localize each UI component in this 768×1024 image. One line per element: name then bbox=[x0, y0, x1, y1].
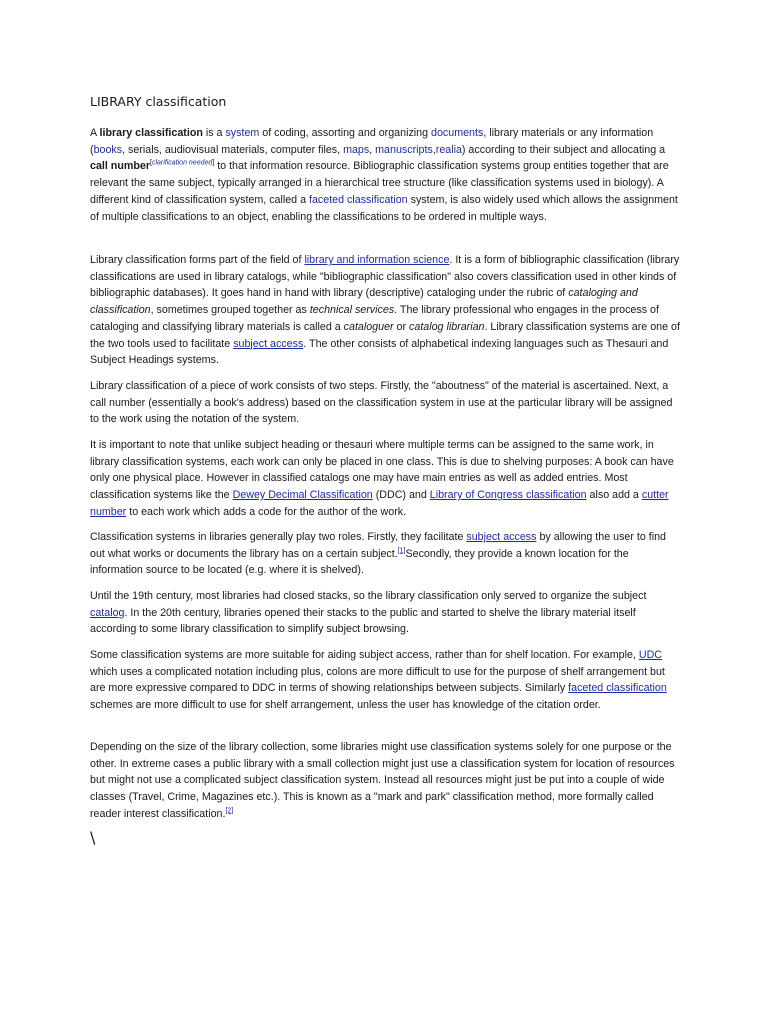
italic-term: technical services bbox=[309, 304, 395, 317]
text: Library classification forms part of the field of bbox=[90, 254, 305, 266]
text: Secondly, they provide a known location for the information source to be located (e.g. where it is shelved). bbox=[90, 547, 629, 577]
link-books[interactable]: books bbox=[93, 143, 123, 156]
paragraph-steps bbox=[90, 378, 680, 428]
trailing-backslash: \ bbox=[90, 828, 96, 847]
text: . The other consists of alphabetical indexing languages such as Thesauri and Subject Headings systems. bbox=[90, 337, 669, 367]
paragraph-intro bbox=[90, 125, 680, 225]
text: Library classification of a piece of work consists of two steps. Firstly, the "aboutness" of the material is ascertained. Next, a call number (essentially a book's address) based on the classification system in use at the particular library will be assigned to the work using the notation of the system. bbox=[90, 380, 673, 426]
text: or bbox=[393, 320, 410, 333]
text: Classification systems in libraries generally play two roles. Firstly, they facilitate bbox=[90, 531, 467, 543]
link-realia[interactable]: realia bbox=[435, 143, 462, 156]
text: to that information resource. Bibliographic classification systems group entities together that are relevant the same subject, typically arranged in a hierarchical tree structure (like classification systems used in biology). A different kind of classification system, called a bbox=[90, 160, 669, 206]
text: to each work which adds a code for the author of the work. bbox=[126, 505, 407, 518]
text: ) according to their subject and allocating a bbox=[461, 143, 666, 156]
text: Until the 19th century, most libraries had closed stacks, so the library classification only served to organize the subject bbox=[90, 590, 647, 602]
text: (DDC) and bbox=[372, 489, 430, 502]
text: . It is a form of bibliographic classification (library classifications are used in library catalogs, while "bibliographic classification" also covers classification used in other kinds of bibliographic databases). It goes hand in hand with library (descriptive) cataloging under the rubric of bbox=[90, 254, 680, 300]
text: A bbox=[90, 127, 100, 139]
superscript-bracket: [ bbox=[150, 159, 152, 167]
bold-term: library classification bbox=[99, 127, 203, 139]
link-library-information-science[interactable]: library and information science bbox=[304, 254, 450, 266]
italic-term: catalog librarian bbox=[409, 320, 485, 333]
paragraph-one-class bbox=[90, 437, 680, 521]
paragraph-collection-size bbox=[90, 739, 680, 823]
link-faceted-classification[interactable]: faceted classification bbox=[309, 193, 408, 206]
italic-term: cataloging and classification bbox=[90, 287, 638, 317]
text: also add a bbox=[586, 489, 642, 502]
text: , serials, audiovisual materials, computer files, bbox=[122, 143, 344, 156]
text: . Library classification systems are one of the two tools used to facilitate bbox=[90, 320, 680, 350]
text: , sometimes grouped together as bbox=[150, 304, 310, 317]
text: Some classification systems are more suitable for aiding subject access, rather than for shelf location. For example, bbox=[90, 649, 639, 661]
text: system, is also widely used which allows the assignment of multiple classifications to an object, enabling the classifications to be ordered in multiple ways. bbox=[90, 193, 678, 223]
link-udc[interactable]: UDC bbox=[638, 649, 663, 661]
paragraph-field bbox=[90, 252, 680, 369]
text: It is important to note that unlike subject heading or thesauri where multiple terms can be assigned to the same work, in library classification systems, each work can only be placed in one class. This is due to shelving purposes: A book can have only one physical place. However in classified catalogs one may have main entries as well as added entries. Most classification systems like the bbox=[90, 439, 674, 502]
link-library-of-congress[interactable]: Library of Congress classification bbox=[429, 489, 587, 502]
text: is a bbox=[202, 127, 226, 139]
page-title: LIBRARY classification bbox=[90, 94, 227, 109]
link-documents[interactable]: documents bbox=[431, 127, 484, 139]
italic-term: cataloguer bbox=[343, 320, 394, 333]
link-catalog[interactable]: catalog bbox=[90, 606, 125, 619]
paragraph-two-roles bbox=[90, 529, 680, 579]
text: , library materials or any information ( bbox=[90, 127, 654, 156]
text: , bbox=[369, 143, 376, 156]
reference-1-link[interactable]: [1] bbox=[397, 547, 406, 555]
text: . The library professional who engages in the process of cataloging and classifying library materials is called a bbox=[90, 304, 659, 333]
link-faceted-classification[interactable]: faceted classification bbox=[568, 682, 667, 695]
text: of coding, assorting and organizing bbox=[259, 127, 432, 139]
link-dewey-decimal[interactable]: Dewey Decimal Classification bbox=[232, 489, 373, 502]
superscript-bracket: ] bbox=[212, 159, 215, 167]
text: . In the 20th century, libraries opened their stacks to the public and started to shelve the library material itself according to some library classification to simplify subject browsing. bbox=[90, 606, 636, 636]
text: , bbox=[432, 143, 436, 156]
clarification-needed-link[interactable]: clarification needed bbox=[151, 159, 213, 167]
link-maps[interactable]: maps bbox=[343, 143, 370, 156]
paragraph-closed-stacks bbox=[90, 588, 680, 638]
reference-2-link[interactable]: [2] bbox=[225, 807, 234, 815]
paragraph-suitability bbox=[90, 647, 680, 714]
text: Depending on the size of the library collection, some libraries might use classification systems solely for one purpose or the other. In extreme cases a public library with a small collection might just use a classification system for location of resources but might not use a complicated subject classification system. Instead all resources might just be put into a couple of wide classes (Travel, Crime, Magazines etc.). This is known as a "mark and park" classification method, more formally called reader interest classification. bbox=[90, 741, 675, 820]
link-subject-access[interactable]: subject access bbox=[233, 337, 304, 350]
text: by allowing the user to find out what works or documents the library has on a certain subject. bbox=[90, 531, 666, 560]
link-manuscripts[interactable]: manuscripts bbox=[375, 143, 433, 156]
text: which uses a complicated notation including plus, colons are more difficult to use for the purpose of shelf arrangement but are more expressive compared to DDC in terms of showing relationships between subjects. Similarly bbox=[90, 665, 665, 695]
text: schemes are more difficult to use for shelf arrangement, unless the user has knowledge of the citation order. bbox=[90, 699, 601, 712]
link-cutter-number[interactable]: cutter number bbox=[90, 489, 669, 518]
link-subject-access[interactable]: subject access bbox=[466, 531, 537, 543]
link-system[interactable]: system bbox=[225, 127, 260, 139]
bold-term: call number bbox=[90, 160, 150, 173]
